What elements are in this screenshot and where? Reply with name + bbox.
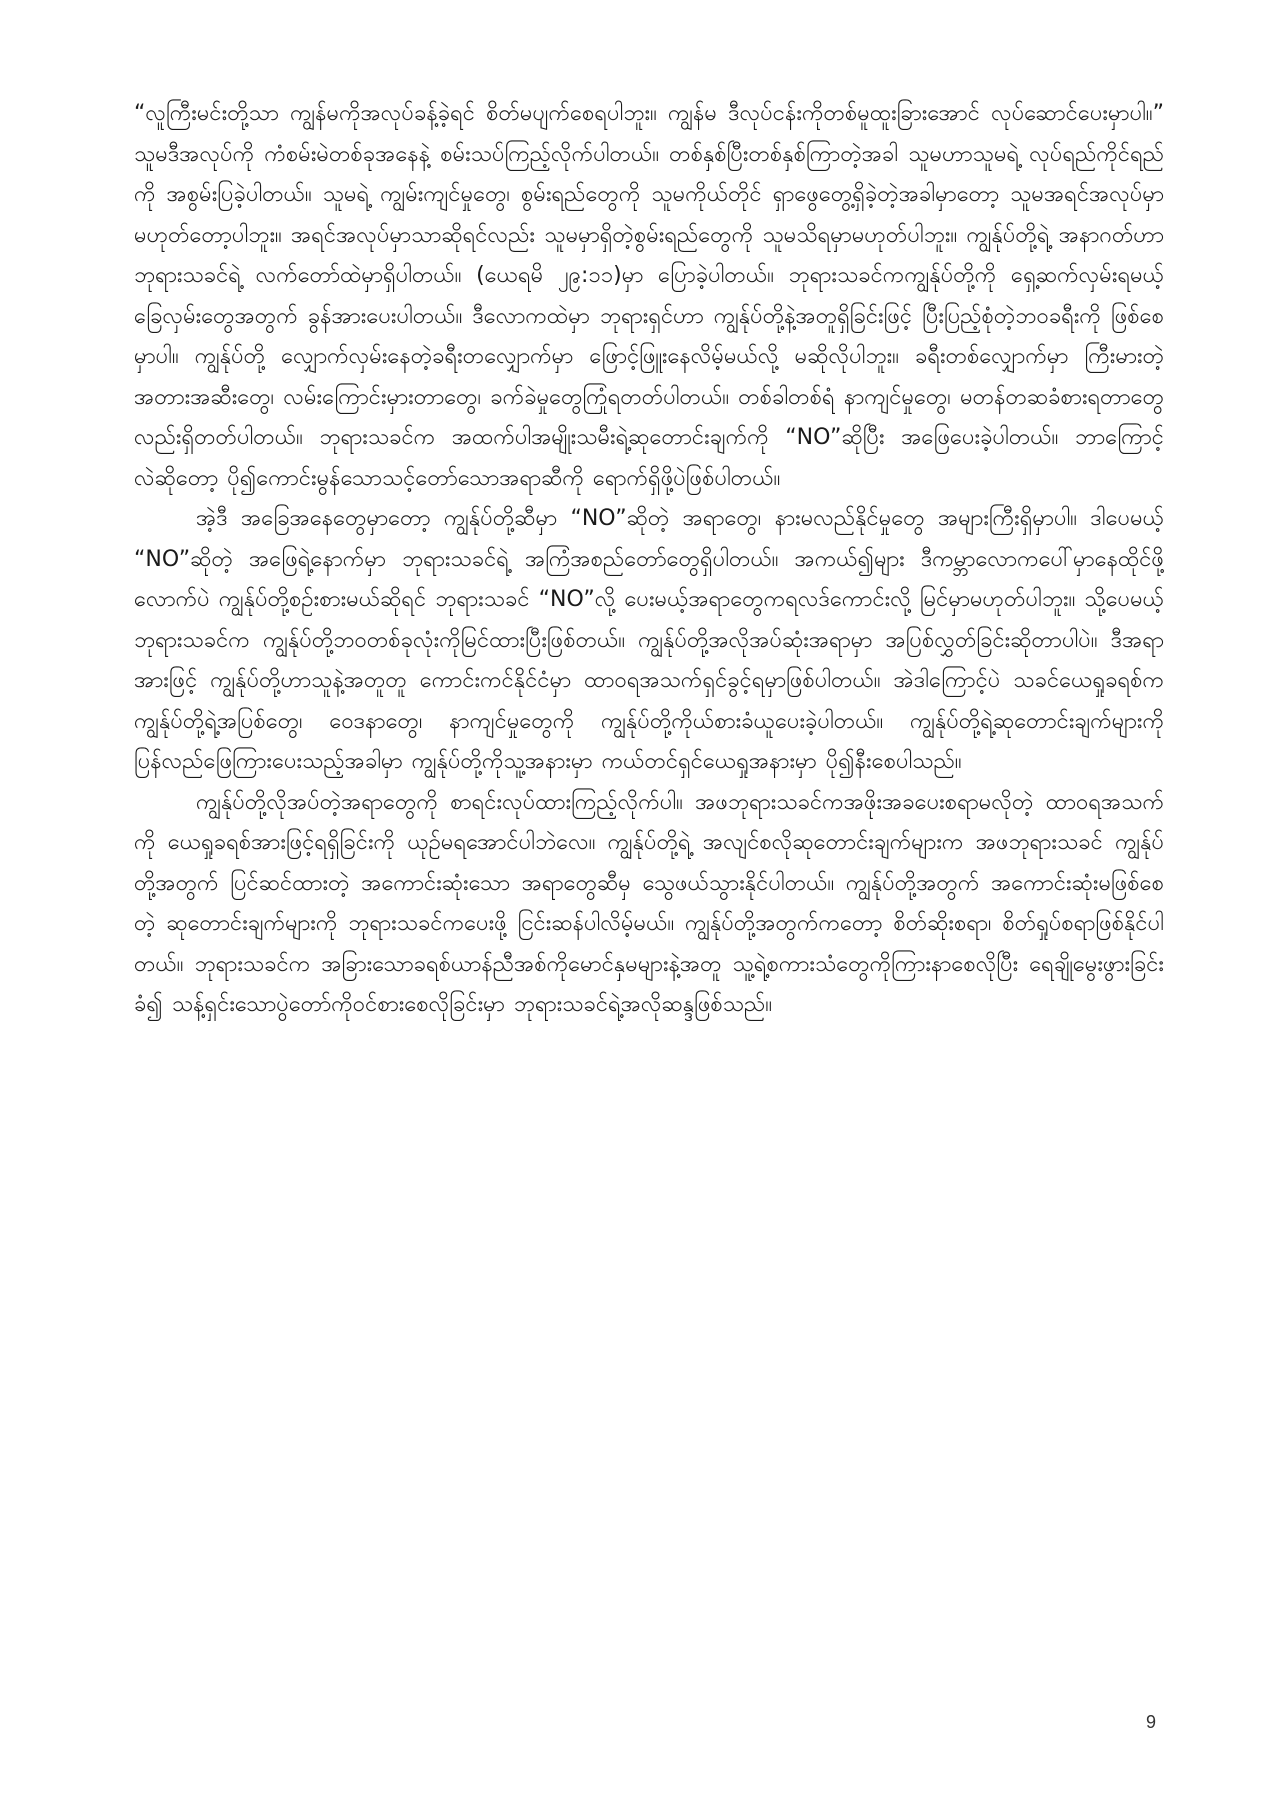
- document-page: [134, 94, 1164, 1026]
- paragraph-2: အဲ့ဒီ အခြေအနေတွေမှာတော့ ကျွန်ုပ်တို့ဆီမှာ “NO”ဆိုတဲ့ အရာတွေ၊ နားမလည်နိုင်မှုတွေ အများကြီးရှိမှာပါ။ ဒါပေမယ့် “NO”ဆိုတဲ့ အဖြေရဲ့နောက်မှာ ဘုရားသခင်ရဲ့ အကြံအစည်တော်တွေရှိပါတယ်။ အကယ်၍များ ဒီကမ္ဘာလောကပေါ်မှာနေထိုင်ဖို့လောက်ပဲ ကျွန်ုပ်တို့စဉ်းစားမယ်ဆိုရင် ဘုရားသခင် “NO”လို့ ပေးမယ့်အရာတွေကရလဒ်ကောင်းလို့ မြင်မှာမဟုတ်ပါဘူး။ သို့ပေမယ့် ဘုရားသခင်က ကျွန်ုပ်တို့ဘဝတစ်ခုလုံးကိုမြင်ထားပြီးဖြစ်တယ်။ ကျွန်ုပ်တို့အလိုအပ်ဆုံးအရာမှာ အပြစ်လွှတ်ခြင်းဆိုတာပါပဲ။ ဒီအရာအားဖြင့် ကျွန်ုပ်တို့ဟာသူနဲ့အတူတူ ကောင်းကင်နိုင်ငံမှာ ထာဝရအသက်ရှင်ခွင့်ရမှာဖြစ်ပါတယ်။ အဲဒါကြောင့်ပဲ သခင်ယေရှုခရစ်က ကျွန်ုပ်တို့ရဲ့အပြစ်တွေ၊ ဝေဒနာတွေ၊ နာကျင်မှုတွေကို ကျွန်ုပ်တို့ကိုယ်စားခံယူပေးခဲ့ပါတယ်။ ကျွန်ုပ်တို့ရဲ့ဆုတောင်းချက်များကို ပြန်လည်ဖြေကြားပေးသည့်အခါမှာ ကျွန်ုပ်တို့ကိုသူ့အနားမှာ ကယ်တင်ရှင်ယေရှုအနားမှာ ပို၍နီးစေပါသည်။: [134, 506, 1164, 774]
- paragraph-3: ကျွန်ုပ်တို့လိုအပ်တဲ့အရာတွေကို စာရင်းလုပ်ထားကြည့်လိုက်ပါ။ အဖဘုရားသခင်ကအဖိုးအခပေးစရာမလိုတဲ့ ထာဝရအသက်ကို ယေရှုခရစ်အားဖြင့်ရရှိခြင်းကို ယုဉ်မရအောင်ပါဘဲလေ။ ကျွန်ုပ်တို့ရဲ့ အလျင်စလိုဆုတောင်းချက်များက အဖဘုရားသခင် ကျွန်ုပ်တို့အတွက် ပြင်ဆင်ထားတဲ့ အကောင်းဆုံးသော အရာတွေဆီမှ သွေဖယ်သွားနိုင်ပါတယ်။ ကျွန်ုပ်တို့အတွက် အကောင်းဆုံးမဖြစ်စေတဲ့ ဆုတောင်းချက်များကို ဘုရားသခင်ကပေးဖို့ ငြင်းဆန်ပါလိမ့်မယ်။ ကျွန်ုပ်တို့အတွက်ကတော့ စိတ်ဆိုးစရာ၊ စိတ်ရှုပ်စရာဖြစ်နိုင်ပါတယ်။ ဘုရားသခင်က အခြားသောခရစ်ယာန်ညီအစ်ကိုမောင်နှမများနဲ့အတူ သူ့ရဲ့စကားသံတွေကိုကြားနာစေလိုပြီး ရေချိုမွေးဖွားခြင်းခံ၍ သန့်ရှင်းသောပွဲတော်ကိုဝင်စားစေလိုခြင်းမှာ ဘုရားသခင်ရဲ့အလိုဆန္ဒဖြစ်သည်။: [134, 789, 1164, 1017]
- paragraph-1: “လူကြီးမင်းတို့သာ ကျွန်မကိုအလုပ်ခန့်ခဲ့ရင် စိတ်မပျက်စေရပါဘူး။ ကျွန်မ ဒီလုပ်ငန်းကိုတစ်မူထူးခြားအောင် လုပ်ဆောင်ပေးမှာပါ။” သူမဒီအလုပ်ကို ကံစမ်းမဲတစ်ခုအနေနဲ့ စမ်းသပ်ကြည့်လိုက်ပါတယ်။ တစ်နှစ်ပြီးတစ်နှစ်ကြာတဲ့အခါ သူမဟာသူမရဲ့ လုပ်ရည်ကိုင်ရည်ကို အစွမ်းပြခဲ့ပါတယ်။ သူမရဲ့ ကျွမ်းကျင်မှုတွေ၊ စွမ်းရည်တွေကို သူမကိုယ်တိုင် ရှာဖွေတွေ့ရှိခဲ့တဲ့အခါမှာတော့ သူမအရင်အလုပ်မှာမဟုတ်တော့ပါဘူး။ အရင်အလုပ်မှာသာဆိုရင်လည်း သူမမှာရှိတဲ့စွမ်းရည်တွေကို သူမသိရမှာမဟုတ်ပါဘူး။ ကျွန်ုပ်တို့ရဲ့ အနာဂတ်ဟာ ဘုရားသခင်ရဲ့ လက်တော်ထဲမှာရှိပါတယ်။ (ယေရမိ ၂၉:၁၁)မှာ ပြောခဲ့ပါတယ်။ ဘုရားသခင်ကကျွန်ုပ်တို့ကို ရှေ့ဆက်လှမ်းရမယ့်ခြေလှမ်းတွေအတွက် ခွန်အားပေးပါတယ်။ ဒီလောကထဲမှာ ဘုရားရှင်ဟာ ကျွန်ုပ်တို့နဲ့အတူရှိခြင်းဖြင့် ပြီးပြည့်စုံတဲ့ဘဝခရီးကို ဖြစ်စေမှာပါ။ ကျွန်ုပ်တို့ လျှောက်လှမ်းနေတဲ့ခရီးတလျှောက်မှာ ဖြောင့်ဖြူးနေလိမ့်မယ်လို့ မဆိုလိုပါဘူး။ ခရီးတစ်လျှောက်မှာ ကြီးမားတဲ့အတားအဆီးတွေ၊ လမ်းကြောင်းမှားတာတွေ၊ ခက်ခဲမှုတွေကြုံရတတ်ပါတယ်။ တစ်ခါတစ်ရံ နာကျင်မှုတွေ၊ မတန်တဆခံစားရတာတွေလည်းရှိတတ်ပါတယ်။ ဘုရားသခင်က အထက်ပါအမျိုးသမီးရဲ့ဆုတောင်းချက်ကို “NO”ဆိုပြီး အဖြေပေးခဲ့ပါတယ်။ ဘာကြောင့်လဲဆိုတော့ ပို၍ကောင်းမွန်သောသင့်တော်သောအရာဆီကို ရောက်ရှိဖို့ပဲဖြစ်ပါတယ်။: [134, 101, 1164, 491]
- page-number: 9: [1146, 1712, 1157, 1732]
